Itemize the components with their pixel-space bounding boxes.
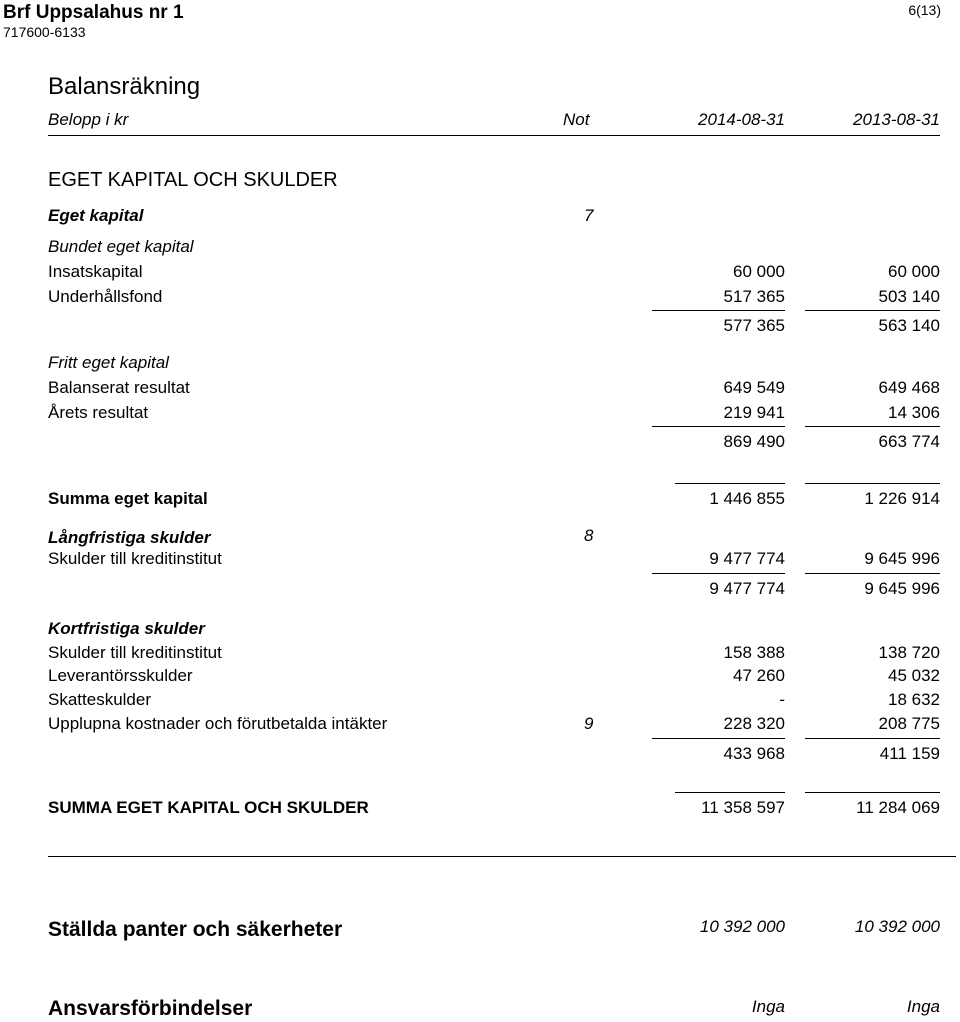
balanserat-value-2013: 649 468 <box>878 378 940 397</box>
underhall-label: Underhållsfond <box>48 287 163 306</box>
subtotal-line <box>805 573 940 574</box>
balanserat-value-2014: 649 549 <box>723 378 785 397</box>
kort-kredit-value-2013: 138 720 <box>878 643 940 662</box>
lev-value-2013: 45 032 <box>888 666 940 685</box>
eget-kapital-heading: Eget kapital <box>48 206 144 225</box>
skatt-value-2013: 18 632 <box>888 690 940 709</box>
lang-kredit-label: Skulder till kreditinstitut <box>48 549 222 568</box>
total-line <box>805 792 940 793</box>
lang-sum-2013: 9 645 996 <box>864 579 940 598</box>
lang-kredit-value-2013: 9 645 996 <box>864 549 940 568</box>
section-title: EGET KAPITAL OCH SKULDER <box>48 169 338 191</box>
kort-kredit-label: Skulder till kreditinstitut <box>48 643 222 662</box>
kortfristiga-heading: Kortfristiga skulder <box>48 619 205 638</box>
upplupna-value-2013: 208 775 <box>878 714 940 733</box>
insats-value-2013: 60 000 <box>888 262 940 281</box>
section-divider <box>48 856 956 857</box>
skatt-label: Skatteskulder <box>48 690 151 709</box>
stallda-value-2014: 10 392 000 <box>699 917 785 936</box>
kort-sum-2013: 411 159 <box>879 744 940 763</box>
bundet-heading: Bundet eget kapital <box>48 237 194 256</box>
arets-value-2014: 219 941 <box>723 403 785 422</box>
bundet-sum-2013: 563 140 <box>878 316 940 335</box>
lev-value-2014: 47 260 <box>733 666 785 685</box>
grand-total-label: SUMMA EGET KAPITAL OCH SKULDER <box>48 798 369 817</box>
fritt-sum-2013: 663 774 <box>878 432 940 451</box>
upplupna-value-2014: 228 320 <box>723 714 785 733</box>
lang-kredit-value-2014: 9 477 774 <box>709 549 785 568</box>
subtotal-line <box>652 310 785 311</box>
column-label-year2: 2013-08-31 <box>853 110 940 129</box>
subtotal-line <box>652 426 785 427</box>
header-divider <box>48 135 940 136</box>
summa-eget-kapital-2014: 1 446 855 <box>709 489 785 508</box>
eget-kapital-note: 7 <box>584 206 594 225</box>
lang-sum-2014: 9 477 774 <box>709 579 785 598</box>
summa-eget-kapital-label: Summa eget kapital <box>48 489 208 508</box>
balanserat-label: Balanserat resultat <box>48 378 190 397</box>
kort-kredit-value-2014: 158 388 <box>723 643 785 662</box>
fritt-sum-2014: 869 490 <box>723 432 785 451</box>
upplupna-note: 9 <box>584 714 594 733</box>
skatt-value-2014: - <box>779 690 785 709</box>
stallda-value-2013: 10 392 000 <box>854 917 940 936</box>
underhall-value-2013: 503 140 <box>878 287 940 306</box>
arets-value-2013: 14 306 <box>888 403 940 422</box>
subtotal-line <box>805 738 940 739</box>
org-number: 717600-6133 <box>3 24 86 40</box>
total-line <box>805 483 940 484</box>
fritt-heading: Fritt eget kapital <box>48 353 169 372</box>
insats-value-2014: 60 000 <box>733 262 785 281</box>
subtotal-line <box>652 738 785 739</box>
subtotal-line <box>652 573 785 574</box>
subtotal-line <box>805 426 940 427</box>
total-line <box>675 483 785 484</box>
ansvar-value-2014: Inga <box>751 997 785 1016</box>
stallda-label: Ställda panter och säkerheter <box>48 918 343 941</box>
langfristiga-note: 8 <box>584 526 594 545</box>
subtotal-line <box>805 310 940 311</box>
langfristiga-heading: Långfristiga skulder <box>48 528 211 547</box>
underhall-value-2014: 517 365 <box>723 287 785 306</box>
grand-total-2013: 11 284 069 <box>856 798 940 817</box>
page-number: 6(13) <box>908 2 941 18</box>
page-title: Balansräkning <box>48 73 201 100</box>
grand-total-2014: 11 358 597 <box>701 798 785 817</box>
column-label-year1: 2014-08-31 <box>698 110 785 129</box>
summa-eget-kapital-2013: 1 226 914 <box>864 489 940 508</box>
lev-label: Leverantörsskulder <box>48 666 193 685</box>
column-label-not: Not <box>563 110 590 129</box>
bundet-sum-2014: 577 365 <box>723 316 785 335</box>
upplupna-label: Upplupna kostnader och förutbetalda intäkter <box>48 714 388 733</box>
kort-sum-2014: 433 968 <box>723 744 785 763</box>
column-label-belopp: Belopp i kr <box>48 110 129 129</box>
ansvar-value-2013: Inga <box>906 997 940 1016</box>
insats-label: Insatskapital <box>48 262 143 281</box>
total-line <box>675 792 785 793</box>
arets-label: Årets resultat <box>48 403 149 422</box>
company-name: Brf Uppsalahus nr 1 <box>3 2 184 23</box>
ansvar-label: Ansvarsförbindelser <box>48 997 253 1020</box>
